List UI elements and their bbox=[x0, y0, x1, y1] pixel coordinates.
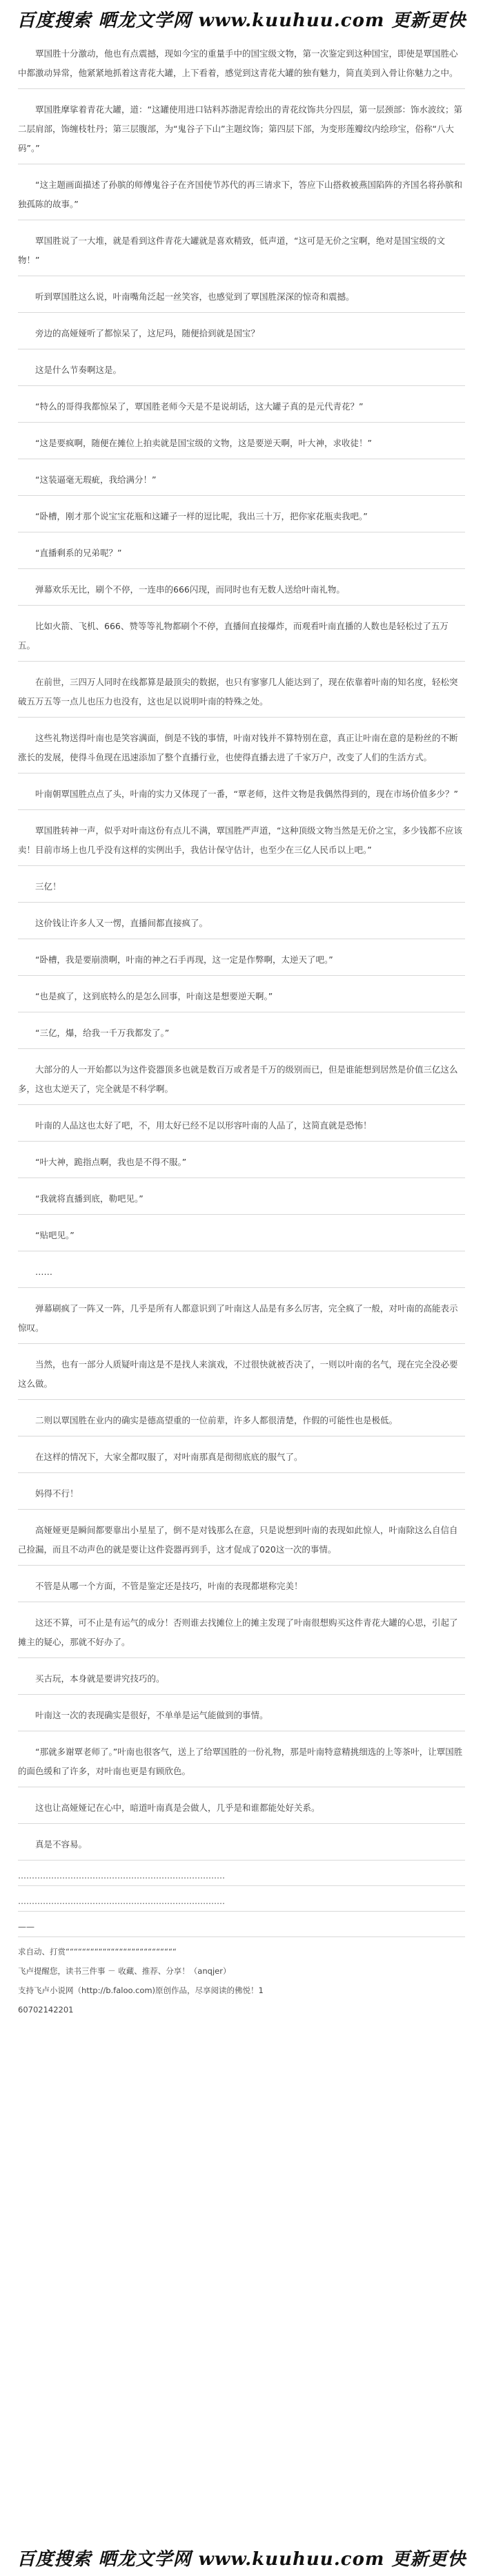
chapter-paragraph: “那就多谢覃老师了。”叶南也很客气，送上了给覃国胜的一份礼物，那是叶南特意精挑细选的上等茶叶，让覃国胜的面色缓和了许多，对叶南也更是有顾欣色。 bbox=[18, 1738, 465, 1787]
chapter-paragraph: 听到覃国胜这么说，叶南嘴角泛起一丝笑容，也感觉到了覃国胜深深的惊奇和震撼。 bbox=[18, 283, 465, 313]
chapter-paragraph: 这些礼物送得叶南也是笑容满面，倒是不钱的事情，叶南对钱并不算特别在意，真正让叶南在意的是粉丝的不断涨长的发展，使得斗鱼现在迅速添加了整个直播行业，也使得直播去进了千家万户，改变了人们的生活方式。 bbox=[18, 724, 465, 773]
chapter-paragraph: “也是疯了，这到底特么的是怎么回事，叶南这是想要逆天啊。” bbox=[18, 983, 465, 1012]
footer-code: 60702142201 bbox=[18, 2005, 74, 2015]
chapter-paragraph: 这还不算，可不止是有运气的成分！否则谁去找摊位上的摊主发现了叶南很想购买这件青花大罐的心思，引起了摊主的疑心，那就不好办了。 bbox=[18, 1609, 465, 1658]
chapter-paragraph: 不管是从哪一个方面，不管是鉴定还是技巧，叶南的表现都堪称完美！ bbox=[18, 1573, 465, 1602]
chapter-paragraph: “这装逼毫无瑕疵，我给满分！” bbox=[18, 466, 465, 496]
separator-line: —— bbox=[18, 1919, 465, 1937]
chapter-paragraph: 大部分的人一开始都以为这件瓷器顶多也就是数百万或者是千万的级别而已，但是谁能想到居然是价值三亿这么多，这也太逆天了，完全就是不科学啊。 bbox=[18, 1056, 465, 1105]
chapter-paragraph: 比如火箭、飞机、666、赞等等礼物都刷个不停，直播间直接爆炸，而观看叶南直播的人数也是轻松过了五万五。 bbox=[18, 613, 465, 662]
chapter-paragraph: 覃国胜十分激动，他也有点震撼，现如今宝的重量手中的国宝级文物，第一次鉴定到这种国宝，即使是覃国胜心中都激动异常，他紧紧地抓着这青花大罐，上下看着，感觉到这青花大罐的独有魅力，简直美到入骨让你魅力之中。 bbox=[18, 40, 465, 89]
separator-line: ………………………………………………………………… bbox=[18, 1893, 465, 1912]
chapter-paragraph: 覃国胜摩挲着青花大罐，道：“这罐使用进口钴料苏渤泥青绘出的青花纹饰共分四层，第一层颈部：饰水波纹；第二层肩部，饰缠枝牡丹；第三层腹部，为“鬼谷子下山”主题纹饰；第四层下部，为变形莲瓣纹内绘珍宝，俗称“八大码”。” bbox=[18, 96, 465, 164]
chapter-paragraph: 弹幕刷疯了一阵又一阵，几乎是所有人都意识到了叶南这人品是有多么厉害，完全疯了一般，对叶南的高能表示惊叹。 bbox=[18, 1295, 465, 1344]
chapter-paragraph: 叶南这一次的表现确实是很好，不单单是运气能做到的事情。 bbox=[18, 1702, 465, 1731]
chapter-paragraph: “卧槽，我是要崩溃啊，叶南的神之石手再现，这一定是作弊啊，太逆天了吧。” bbox=[18, 946, 465, 976]
chapter-paragraph: 这是什么节奏啊这是。 bbox=[18, 356, 465, 386]
chapter-paragraph: 买古玩，本身就是要讲究技巧的。 bbox=[18, 1665, 465, 1695]
chapter-paragraph: 三亿！ bbox=[18, 873, 465, 903]
chapter-paragraph: 当然，也有一部分人质疑叶南这是不是找人来演戏，不过很快就被否决了，一则以叶南的名气，现在完全没必要这么做。 bbox=[18, 1351, 465, 1400]
chapter-paragraph: 这价钱让许多人又一愣，直播间都直接疯了。 bbox=[18, 910, 465, 939]
chapter-paragraph: 叶南的人品这也太好了吧，不，用太好已经不足以形容叶南的人品了，这简直就是恐怖！ bbox=[18, 1112, 465, 1142]
chapter-paragraph: 高娅娅更是瞬间都要靠出小星星了，倒不是对钱那么在意，只是说想到叶南的表现如此惊人，叶南除这么自信自己捡漏，而且不动声色的就是要让这件瓷器再到手，这才促成了020这一次的事情。 bbox=[18, 1517, 465, 1566]
footer-remind: 飞卢提醒您，读书三件事 － 收藏、推荐、分享！（anqjer） bbox=[18, 1966, 231, 1976]
chapter-paragraph: 真是不容易。 bbox=[18, 1831, 465, 1861]
chapter-content bbox=[0, 37, 483, 2017]
site-banner-top: 百度搜索 晒龙文学网 www.kuuhuu.com 更新更快 bbox=[17, 10, 466, 31]
chapter-paragraph: “这是要疯啊，随便在摊位上拍卖就是国宝级的文物，这是要逆天啊，叶大神，求收徒！” bbox=[18, 430, 465, 459]
chapter-paragraph: 叶南朝覃国胜点点了头，叶南的实力又体现了一番，“覃老师，这件文物是我偶然得到的，现在市场价值多少？” bbox=[18, 780, 465, 810]
chapter-paragraph: “特么的哥得我都惊呆了，覃国胜老师今天是不是说胡话，这大罐子真的是元代青花？” bbox=[18, 393, 465, 423]
chapter-paragraph: 旁边的高娅娅听了都惊呆了，这尼玛，随便拾到就是国宝？ bbox=[18, 320, 465, 349]
chapter-paragraph: 在这样的情况下，大家全都叹服了，对叶南那真是彻彻底底的服气了。 bbox=[18, 1443, 465, 1473]
chapter-paragraph: “这主题画面描述了孙膑的师傅鬼谷子在齐国使节苏代的再三请求下，答应下山搭救被燕国陷阵的齐国名将孙膑和独孤陈的故事。” bbox=[18, 171, 465, 220]
chapter-paragraph: “直播剩系的兄弟呢？” bbox=[18, 539, 465, 569]
site-banner-bottom: 百度搜索 晒龙文学网 www.kuuhuu.com 更新更快 bbox=[17, 2548, 466, 2570]
footer-ask: 求自动、打赏“““““““““““““““““““““““““““ bbox=[18, 1947, 177, 1957]
chapter-paragraph: 二则以覃国胜在业内的确实是德高望重的一位前辈，许多人都很清楚，作假的可能性也是极低。 bbox=[18, 1407, 465, 1436]
chapter-paragraph: “三亿，爆，给我一千万我都发了。” bbox=[18, 1019, 465, 1049]
chapter-paragraph: 在前世，三四万人同时在线都算是最顶尖的数据，也只有寥寥几人能达到了，现在依靠着叶南的知名度，轻松突破五万五等一点儿也压力也没有，这也足以说明叶南的特殊之处。 bbox=[18, 669, 465, 718]
chapter-paragraph: 妈得不行！ bbox=[18, 1480, 465, 1510]
footer-support[interactable]: 支持飞卢小说网（http://b.faloo.com)原创作品，尽享阅读的佛悦！1 bbox=[18, 1986, 264, 1995]
chapter-paragraph: 这也让高娅娅记在心中，暗道叶南真是会做人，几乎是和谁都能处好关系。 bbox=[18, 1794, 465, 1824]
separator-line: ………………………………………………………………… bbox=[18, 1867, 465, 1886]
chapter-paragraph: 覃国胜转神一声，似乎对叶南这份有点儿不满，覃国胜严声道，“这种顶级文物当然是无价之宝，多少钱都不应该卖！目前市场上也几乎没有这样的实例出手，我估计保守估计，也至少在三亿人民币以上吧。” bbox=[18, 817, 465, 866]
chapter-paragraph: “我就将直播到底，勒吧见。” bbox=[18, 1185, 465, 1215]
chapter-paragraph: “卧槽，刚才那个说宝宝花瓶和这罐子一样的逗比呢，我出三十万，把你家花瓶卖我吧。” bbox=[18, 503, 465, 532]
chapter-paragraph: 覃国胜说了一大堆，就是看到这件青花大罐就是喜欢精致，低声道，“这可是无价之宝啊，绝对是国宝级的文物！” bbox=[18, 227, 465, 276]
chapter-paragraph: …… bbox=[18, 1258, 465, 1288]
chapter-paragraph: “叶大神，跪指点啊，我也是不得不服。” bbox=[18, 1148, 465, 1178]
chapter-paragraph: 弹幕欢乐无比，刷个不停，一连串的666闪现，而同时也有无数人送给叶南礼物。 bbox=[18, 576, 465, 606]
chapter-paragraph: “贴吧见。” bbox=[18, 1222, 465, 1251]
